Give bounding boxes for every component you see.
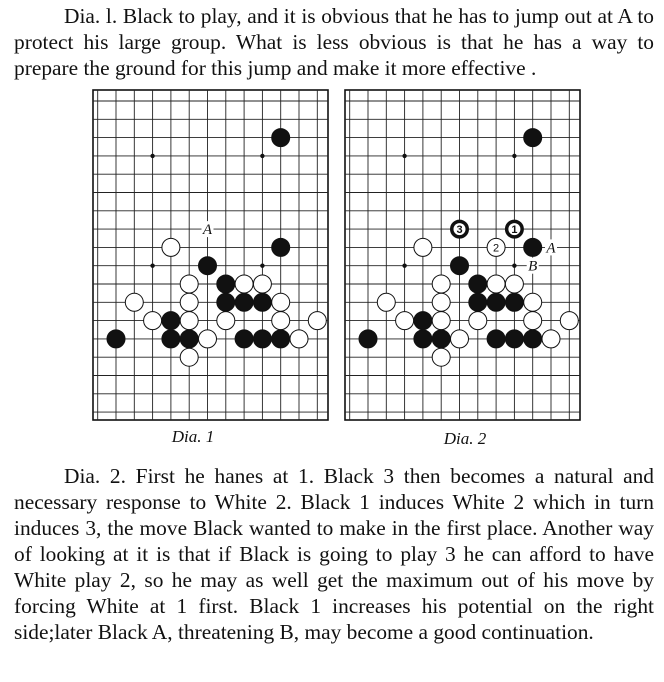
black-stone: [432, 330, 450, 348]
black-stone: [107, 330, 125, 348]
white-stone: [180, 348, 198, 366]
black-stone: [217, 275, 235, 293]
white-stone: [125, 293, 143, 311]
white-stone: [272, 293, 290, 311]
star-point: [512, 264, 516, 268]
paragraph-dia1: Dia. l. Black to play, and it is obvious that he has to jump out at A to protect his large group. What is less obvious is that he has a way to prepare the ground for this jump and make it more effective .: [14, 4, 654, 80]
board-grid: [345, 90, 580, 420]
black-stone: [253, 293, 271, 311]
black-stone: [414, 312, 432, 330]
black-stone: [524, 330, 542, 348]
point-label-A: A: [202, 222, 213, 239]
point-label-A: A: [546, 240, 556, 257]
white-stone: [162, 238, 180, 256]
black-stone: [359, 330, 377, 348]
diagram-caption: Dia. 2: [443, 429, 487, 448]
black-stone: [469, 293, 487, 311]
black-stone: [235, 330, 253, 348]
star-point: [150, 154, 154, 158]
white-stone: [253, 275, 271, 293]
white-stone: [414, 238, 432, 256]
black-stone: [272, 238, 290, 256]
black-stone: [162, 312, 180, 330]
move-number-1: 1: [511, 224, 518, 237]
white-stone: [505, 275, 523, 293]
white-stone: [199, 330, 217, 348]
star-point: [260, 154, 264, 158]
black-stone: [414, 330, 432, 348]
black-stone: [487, 293, 505, 311]
white-stone: [180, 293, 198, 311]
white-stone: [180, 312, 198, 330]
black-stone: [272, 330, 290, 348]
point-label-B: B: [528, 258, 538, 275]
black-stone: [272, 129, 290, 147]
white-stone: [396, 312, 414, 330]
white-stone: [272, 312, 290, 330]
star-point: [402, 154, 406, 158]
black-stone: [180, 330, 198, 348]
white-stone: [524, 293, 542, 311]
board-grid: [93, 90, 328, 420]
go-diagram-2: [345, 90, 580, 448]
black-stone: [253, 330, 271, 348]
board-frame: [345, 90, 580, 420]
white-stone: [377, 293, 395, 311]
black-stone: [505, 330, 523, 348]
move-number-2: 2: [493, 242, 500, 255]
white-stone: [432, 293, 450, 311]
white-stone: [144, 312, 162, 330]
black-stone: [162, 330, 180, 348]
black-stone: [469, 275, 487, 293]
black-stone: [235, 293, 253, 311]
white-stone: [432, 312, 450, 330]
black-stone: [451, 257, 469, 275]
star-point: [260, 264, 264, 268]
black-stone: [487, 330, 505, 348]
white-stone: [451, 330, 469, 348]
black-stone: [524, 129, 542, 147]
white-stone: [235, 275, 253, 293]
white-stone: [432, 275, 450, 293]
white-stone: [542, 330, 560, 348]
black-stone: [217, 293, 235, 311]
white-stone: [290, 330, 308, 348]
white-stone: [308, 312, 326, 330]
go-diagram-1: [93, 90, 328, 446]
white-stone: [217, 312, 235, 330]
star-point: [402, 264, 406, 268]
white-stone: [524, 312, 542, 330]
star-point: [150, 264, 154, 268]
move-number-3: 3: [456, 224, 463, 237]
white-stone: [487, 275, 505, 293]
white-stone: [180, 275, 198, 293]
white-stone: [432, 348, 450, 366]
star-point: [512, 154, 516, 158]
black-stone: [524, 238, 542, 256]
white-stone: [469, 312, 487, 330]
paragraph-dia2: Dia. 2. First he hanes at 1. Black 3 then becomes a natural and necessary response to White 2. Black 1 induces White 2 which in turn induces 3, the move Black wanted to make in the first place. Another way of looking at it is that if Black is going to play 3 he can afford to have White play 2, so he may as well get the maximum out of his move by forcing White at 1 first. Black 1 increases his potential on the right side;later Black A, threatening B, may become a good continuation.: [14, 464, 654, 644]
board-frame: [93, 90, 328, 420]
black-stone: [505, 293, 523, 311]
black-stone: [199, 257, 217, 275]
diagram-caption: Dia. 1: [171, 427, 215, 446]
white-stone: [560, 312, 578, 330]
